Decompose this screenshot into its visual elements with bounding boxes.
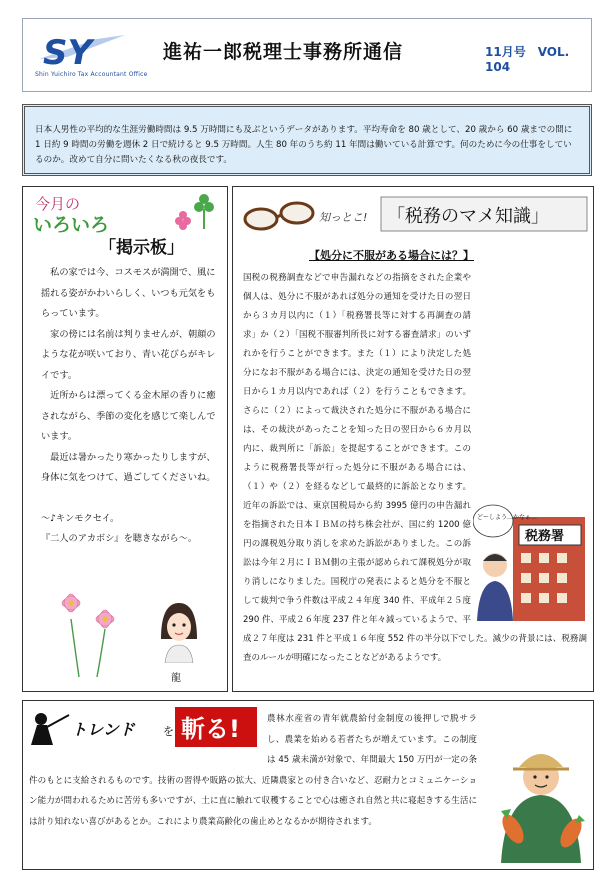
board-paragraph: 近所からは漂ってくる金木犀の香りに癒されながら、季節の変化を感じて楽しんでいます。 [41,390,216,442]
trend-banner [25,705,259,749]
banner-mid-text: いろいろ [33,214,110,236]
newsletter-header [22,18,592,92]
banner-particle-text: を [163,725,174,738]
office-logo [37,31,127,71]
banner-prefix-text: トレンド [71,720,135,739]
intro-text: 日本人男性の平均的な生涯労働時間は 9.5 万時間にも及ぶというデータがあります。平均寿命を 80 歳として、20 歳から 60 歳までの間に 1 日約 9 時間の労働を週休 2 日で続けると 9.5 万時間。人生 80 年のうち約 11 年間は働いている計算です。何のために今の仕事をしているのか。改めて自分に問いたくなる秋の夜長です。 [35,125,573,165]
board-paragraph: 〜♪キンモクセイ。 [41,512,120,524]
board-paragraph: 最近は暑かったり寒かったりしますが、身体に気をつけて、過ごしてくださいね。 [41,451,216,483]
tax-office-illustration [473,503,587,621]
author-portrait [157,599,201,663]
banner-title-text: 「税務のマメ知識」 [387,206,549,227]
farmer-illustration [491,737,591,867]
author-signature: 龍 [171,673,181,684]
banner-title-text: 「掲示板」 [99,238,184,257]
tax-tips-text: 国税の税務調査などで申告漏れなどの指摘をされた企業や個人は、処分に不服があれば処分の通知を受けた日の翌日から３カ月以内に（１）「税務署長等に対する再調査の請求」か（２）「国税不服審判所長に対する審査請求」のいずれかを行うことができます。また（１）により決定した処分になお不服がある場合には、決定の通知を受けた日の翌日から１カ月以内であれば（２）を行うこともできます。さらに（２）によって裁決された処分に不服がある場合には、その裁決があったことを知った日の翌日から６カ月以内に、裁判所に「訴訟」を提起することができます。このように税務署長等が行った処分に不服がある場合には、（１）や（２）を経るなどして最終的に訴訟となります。近年の訴訟では、東京国税局から約 3995 億円の申告漏れを指摘された日本ＩＢＭの持ち株会社が、国に約 1200 億円の課税処分取り消しを求めた訴訟がありました。この訴訟は今年２月にＩＢＭ側の主張が認められて課税処分が取り消しになりました。国税庁の発表によると処分を不服として裁判で争う件数は平成２４年度 340 件、平成年２５度 290 件、平成２６年度 237 件と年々減っているようで、平成２７年度は 231 件と平成１６年度 552 件の半分以下でした。減少の背景には、税務調査のルールが明確になったことなどがあるようです。 [243,273,587,663]
bulletin-board-text [41,263,221,550]
tax-tips-section [232,186,594,692]
tax-tips-banner [235,191,591,237]
board-paragraph: 家の傍には名前は判りませんが、朝顔のような花が咲いており、青い花びらがキレイです。 [41,328,216,381]
logo-text: SY [43,33,93,71]
tax-tips-heading: 【処分に不服がある場合には？】 [309,249,474,262]
tax-office-sign: 税務署 [525,529,565,544]
bulletin-board-section [22,186,228,692]
trend-section [22,700,594,870]
board-paragraph: 私の家では今、コスモスが満開で、風に揺れる姿がかわいらしく、いつも元気をもらっています。 [41,267,216,319]
speech-bubble-text: どーしよう…かなぁ… [477,514,538,521]
banner-prefix-text: 知っとこ! [319,211,368,224]
banner-top-text: 今月の [35,195,81,213]
board-paragraph: 『二人のアカボシ』を聴きながら〜。 [41,533,198,544]
cosmos-flowers-illustration [49,589,133,679]
bulletin-board-banner [29,191,225,257]
banner-title-text: 斬る! [181,715,240,743]
trend-text: 農林水産省の青年就農給付金制度の後押しで脱サラし、農業を始める若者たちが増えています。この制度は 45 歳未満が対象で、年間最大 150 万円が一定の条件のもとに支給されるものです。技術の習得や販路の拡大、近隣農家との付き合いなど、忍耐力とコミュニケーション能力が問われるために苦労も多いですが、土に直に触れて収穫することで心は癒され自然と共に寝起きする生活には計り知れない喜びがあるとか。これにより農業高齢化の歯止めとなるかが期待されます。 [29,714,477,827]
issue-number: 11月号 VOL. 104 [485,45,570,74]
newsletter-title: 進祐一郎税理士事務所通信 [163,41,404,63]
intro-message [22,104,592,176]
logo-subtext: Shin Yuichiro Tax Accountant Office [35,71,148,78]
